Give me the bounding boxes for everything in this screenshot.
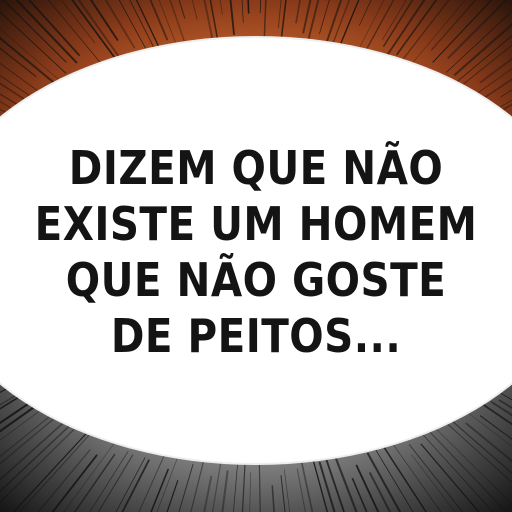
- speech-line-2: EXISTE UM HOMEM: [34, 197, 478, 251]
- speed-line: [384, 0, 495, 46]
- speed-line: [481, 0, 512, 82]
- speed-line: [153, 458, 204, 512]
- speed-line: [493, 0, 512, 111]
- speed-line: [0, 427, 93, 512]
- speed-line: [0, 0, 66, 73]
- speed-line: [0, 455, 97, 512]
- speech-line-3: QUE NÃO GOSTE: [65, 253, 447, 307]
- speed-line: [327, 0, 394, 40]
- speed-line: [389, 438, 512, 512]
- speech-line-1: DIZEM QUE NÃO: [68, 141, 444, 195]
- speed-line: [455, 0, 512, 75]
- speed-line: [259, 457, 263, 512]
- speed-line: [0, 455, 115, 512]
- speed-line: [0, 412, 84, 512]
- speed-line: [412, 455, 512, 512]
- speed-line: [95, 470, 168, 512]
- speech-bubble-text: [31, 140, 482, 364]
- speed-line: [320, 463, 379, 512]
- speed-line: [284, 470, 310, 512]
- speech-line-4: DE PEITOS...: [110, 309, 402, 363]
- speed-line: [0, 0, 36, 76]
- speed-line: [419, 430, 512, 512]
- speed-line: [233, 0, 244, 23]
- speed-line: [260, 0, 263, 13]
- speed-line: [0, 428, 96, 512]
- speed-line: [452, 0, 512, 93]
- speed-line: [492, 402, 512, 512]
- speed-line: [0, 0, 125, 65]
- speed-line: [246, 473, 251, 512]
- speed-line: [87, 0, 167, 39]
- speed-line: [187, 457, 222, 512]
- speed-line: [47, 458, 145, 512]
- speed-line: [196, 0, 222, 15]
- speed-line: [118, 481, 178, 512]
- speed-line: [278, 0, 298, 28]
- speed-line: [433, 0, 512, 62]
- speed-line: [0, 0, 20, 120]
- speed-line: [421, 444, 512, 512]
- speed-line: [116, 0, 186, 46]
- speed-line: [243, 0, 249, 13]
- speed-line: [480, 416, 512, 512]
- speed-line: [281, 0, 306, 39]
- speed-line: [326, 459, 393, 512]
- speed-line: [264, 0, 272, 36]
